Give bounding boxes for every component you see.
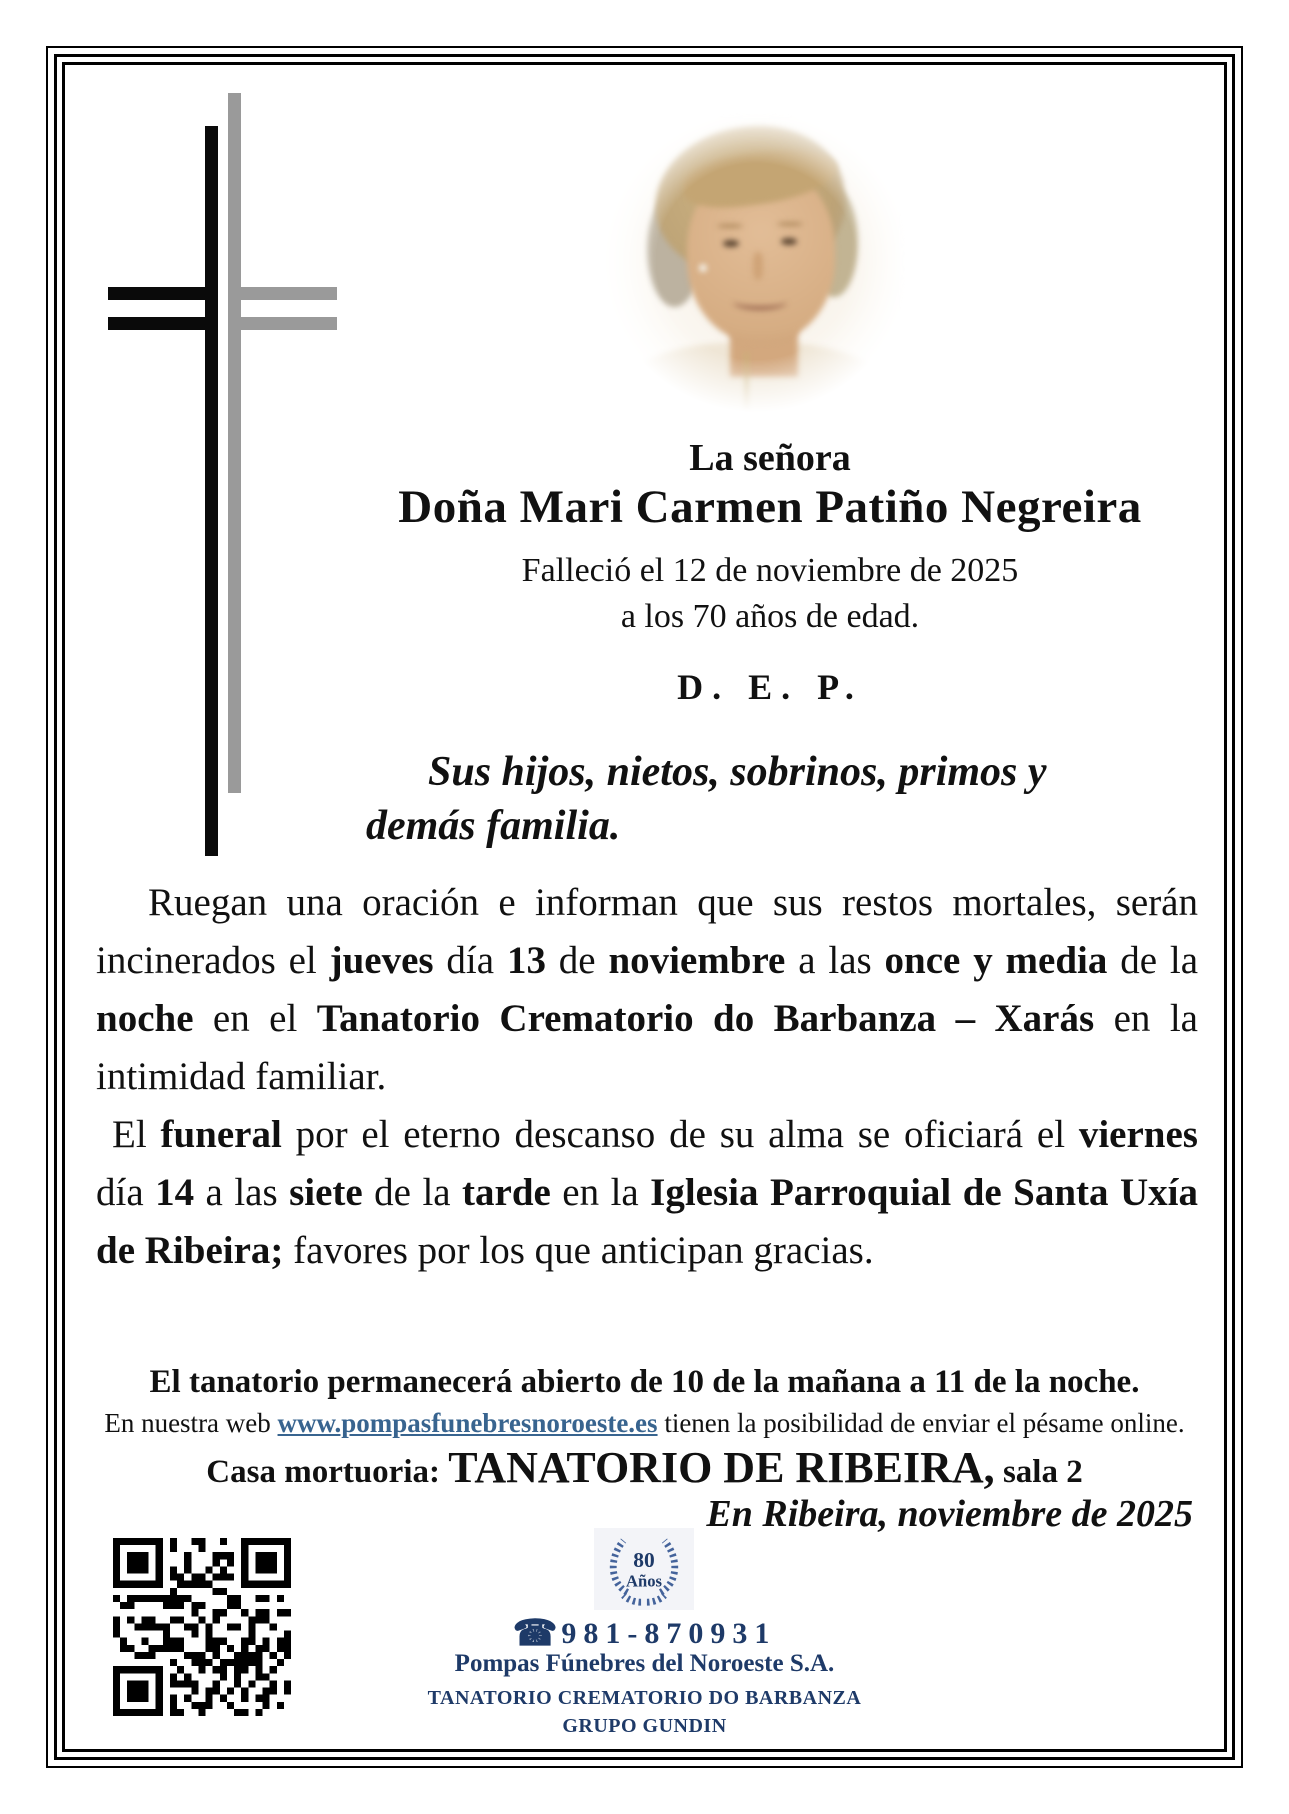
cross-gray-vertical-bar	[228, 93, 241, 793]
place-date-line: En Ribeira, noviembre de 2025	[706, 1493, 1193, 1535]
salutation: La señora	[689, 437, 851, 479]
company-line-2: TANATORIO CREMATORIO DO BARBANZA	[427, 1687, 862, 1709]
casa-mortuoria-line: Casa mortuoria: TANATORIO DE RIBEIRA, sala 2	[206, 1443, 1083, 1492]
company-line-3: GRUPO GUNDIN	[562, 1715, 727, 1737]
family-line-1: Sus hijos, nietos, sobrinos, primos y	[428, 749, 1047, 795]
tanatorio-hours-line: El tanatorio permanecerá abierto de 10 de la mañana a 11 de la noche.	[149, 1364, 1140, 1400]
portrait-photo	[595, 112, 905, 437]
funeral-paragraph: El funeral por el eterno descanso de su alma se oficiará el viernes día 14 a las siete de la tarde en la Iglesia Parroquial de Santa Uxía de Ribeira; favores por los que anticipan gracias.	[96, 1113, 1198, 1272]
cross-black-vertical-bar	[205, 126, 218, 856]
web-condolences-line: En nuestra web www.pompasfunebresnoroeste.es tienen la posibilidad de enviar el pésame online.	[104, 1408, 1185, 1438]
dep-abbreviation: D. E. P.	[677, 667, 863, 707]
company-name: Pompas Fúnebres del Noroeste S.A.	[454, 1650, 835, 1677]
phone-number: 981-870931	[561, 1617, 777, 1650]
logo-anos: Años	[626, 1571, 662, 1591]
deceased-name: Doña Mari Carmen Patiño Negreira	[398, 481, 1142, 533]
phone-line	[0, 1612, 1289, 1654]
age-line: a los 70 años de edad.	[620, 598, 920, 635]
web-link[interactable]: www.pompasfunebresnoroeste.es	[277, 1408, 658, 1438]
cross-black-horizontal-bar	[108, 317, 218, 330]
telephone-icon: ☎	[512, 1613, 558, 1653]
cross-black-horizontal-bar	[108, 287, 218, 300]
death-date-line: Falleció el 12 de noviembre de 2025	[521, 552, 1019, 589]
announcement-paragraphs	[96, 874, 1198, 1366]
cross-gray-horizontal-bar	[228, 287, 337, 300]
logo-80: 80	[633, 1548, 655, 1573]
anniversary-logo	[594, 1528, 694, 1610]
cremation-paragraph: Ruegan una oración e informan que sus restos mortales, serán incinerados el jueves día 13 de noviembre a las once y media de la noche en el Tanatorio Crematorio do Barbanza – Xarás en la intimidad familiar.	[96, 881, 1198, 1098]
cross-gray-horizontal-bar	[228, 317, 337, 330]
family-line-2: demás familia.	[366, 803, 621, 849]
laurel-wreath-icon	[594, 1528, 694, 1610]
